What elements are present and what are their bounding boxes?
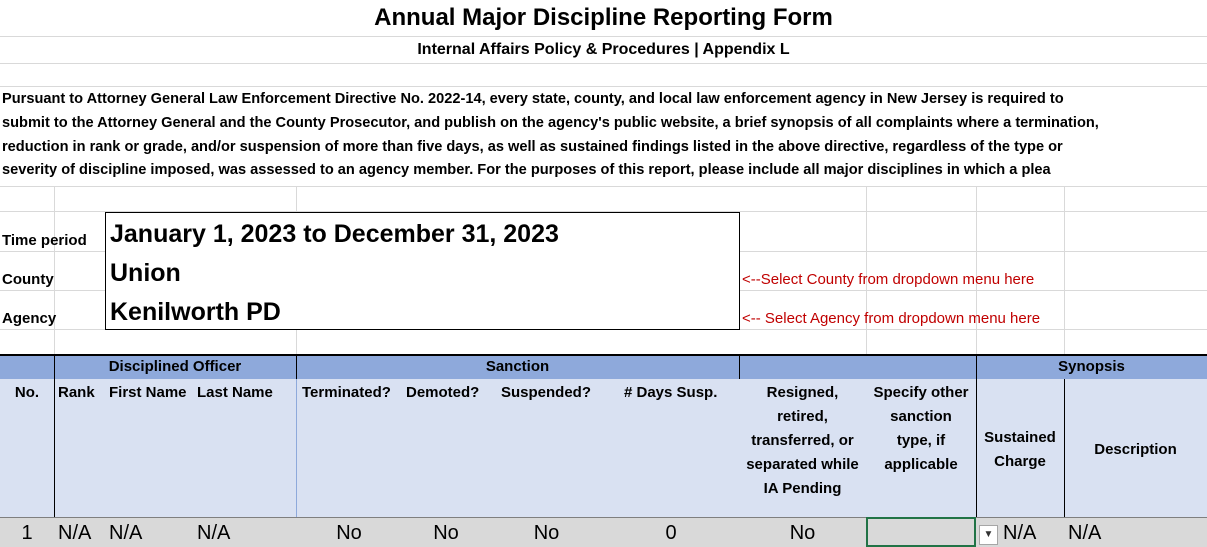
cell-other-sanction-selected[interactable] bbox=[866, 517, 976, 547]
intro-line: Pursuant to Attorney General Law Enforcement Directive No. 2022-14, every state, county, and local law enforcement agency in New Jersey is required to bbox=[2, 91, 1064, 107]
col-resigned[interactable] bbox=[739, 381, 866, 501]
page-title[interactable]: Annual Major Discipline Reporting Form bbox=[374, 4, 833, 31]
intro-line: severity of discipline imposed, was assessed to an agency member. For the purposes of this report, please include all major disciplines in which a plea bbox=[2, 162, 1051, 179]
cell-first-name[interactable]: N/A bbox=[109, 522, 143, 544]
col-charge-line: Charge bbox=[994, 453, 1046, 470]
group-synopsis: Synopsis bbox=[1058, 358, 1125, 375]
col-first-name[interactable]: First Name bbox=[109, 384, 187, 401]
col-resigned-line: transferred, or bbox=[751, 432, 854, 449]
cell-demoted[interactable]: No bbox=[433, 522, 459, 544]
cell-sustained-charge[interactable]: N/A bbox=[1003, 522, 1037, 544]
col-last-name[interactable]: Last Name bbox=[197, 384, 273, 401]
agency-label: Agency bbox=[2, 310, 57, 327]
col-days-suspended[interactable]: # Days Susp. bbox=[624, 384, 718, 401]
gridline bbox=[0, 36, 1207, 37]
col-charge-line: Sustained bbox=[984, 429, 1056, 446]
col-rank[interactable]: Rank bbox=[58, 384, 95, 401]
col-other-line: type, if bbox=[896, 432, 946, 449]
col-no[interactable]: No. bbox=[14, 384, 40, 401]
cell-description[interactable]: N/A bbox=[1068, 522, 1102, 544]
group-disciplined-officer: Disciplined Officer bbox=[108, 358, 242, 375]
col-suspended[interactable]: Suspended? bbox=[501, 384, 592, 401]
intro-line: reduction in rank or grade, and/or suspension of more than five days, as well as sustained findings listed in the above directive, regardless of the type or bbox=[2, 138, 1063, 155]
col-demoted[interactable]: Demoted? bbox=[406, 384, 480, 401]
header-divider bbox=[296, 356, 297, 517]
col-resigned-line: retired, bbox=[777, 408, 828, 425]
col-resigned-line: Resigned, bbox=[766, 384, 839, 401]
meta-box bbox=[105, 212, 740, 330]
county-label: County bbox=[2, 271, 54, 288]
cell-rank[interactable]: N/A bbox=[58, 522, 92, 544]
cell-last-name[interactable]: N/A bbox=[197, 522, 231, 544]
col-other-sanction[interactable] bbox=[866, 381, 976, 477]
col-description[interactable]: Description bbox=[1094, 441, 1177, 458]
gridline bbox=[0, 186, 1207, 187]
col-terminated[interactable]: Terminated? bbox=[302, 384, 391, 401]
group-sanction: Sanction bbox=[485, 358, 550, 375]
col-other-line: applicable bbox=[884, 456, 958, 473]
agency-select[interactable]: Kenilworth PD bbox=[110, 298, 281, 326]
cell-suspended[interactable]: No bbox=[533, 522, 560, 544]
col-resigned-line: IA Pending bbox=[763, 480, 842, 497]
col-other-line: sanction bbox=[890, 408, 952, 425]
col-other-line: Specify other bbox=[873, 384, 969, 401]
agency-hint: <-- Select Agency from dropdown menu here bbox=[742, 310, 1041, 327]
col-resigned-line: separated while bbox=[746, 456, 859, 473]
gridline bbox=[0, 86, 1207, 87]
header-divider bbox=[739, 356, 740, 379]
header-divider bbox=[54, 356, 55, 517]
chevron-down-icon[interactable]: ▼ bbox=[979, 525, 998, 545]
cell-days-suspended[interactable]: 0 bbox=[665, 522, 677, 544]
cell-terminated[interactable]: No bbox=[336, 522, 362, 544]
county-select[interactable]: Union bbox=[110, 259, 181, 287]
county-hint: <--Select County from dropdown menu here bbox=[742, 271, 1035, 288]
intro-line: submit to the Attorney General and the County Prosecutor, and publish on the agency's public website, a brief synopsis of all complaints where a termination, bbox=[2, 114, 1099, 131]
page-subtitle[interactable]: Internal Affairs Policy & Procedures | Appendix L bbox=[417, 41, 790, 58]
col-sustained-charge[interactable] bbox=[976, 426, 1064, 474]
time-period-value[interactable]: January 1, 2023 to December 31, 2023 bbox=[110, 220, 559, 248]
cell-no[interactable]: 1 bbox=[21, 522, 33, 544]
gridline bbox=[0, 63, 1207, 64]
time-period-label: Time period bbox=[2, 232, 87, 249]
cell-resigned[interactable]: No bbox=[789, 522, 816, 544]
intro-paragraph[interactable] bbox=[2, 88, 1202, 183]
gridline bbox=[1064, 186, 1065, 354]
